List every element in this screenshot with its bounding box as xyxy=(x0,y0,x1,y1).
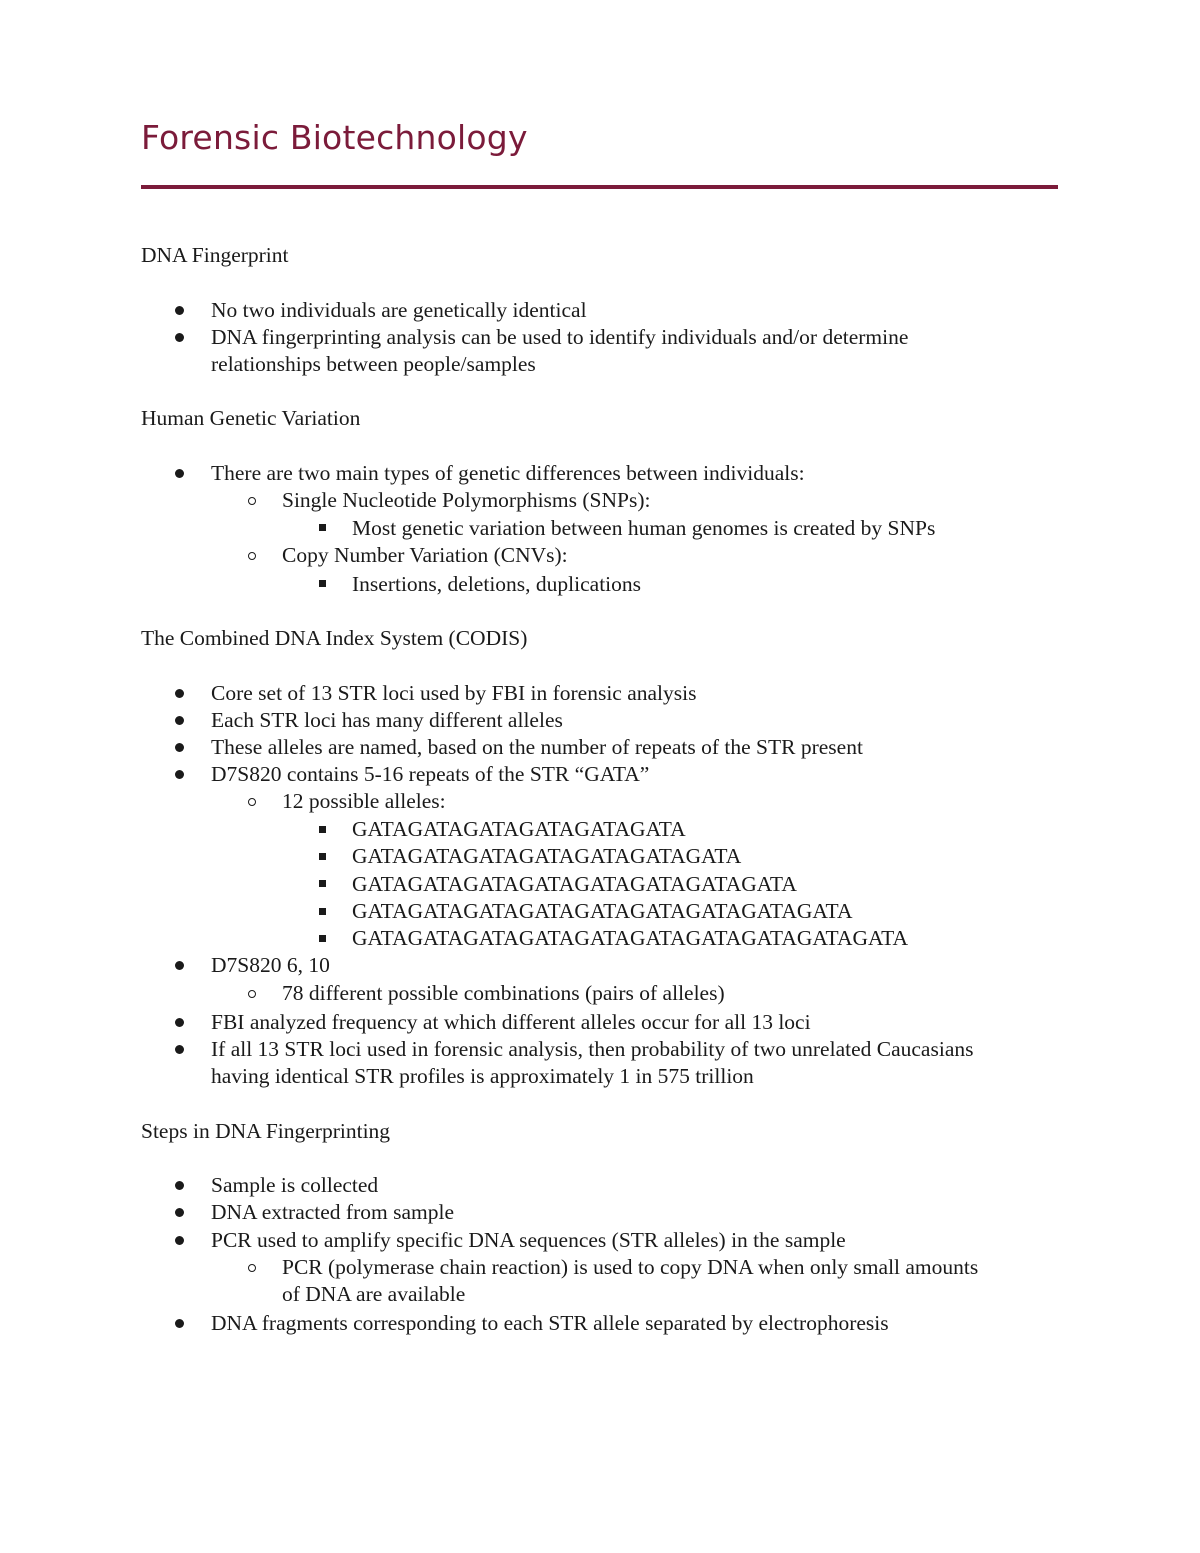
list-item: D7S820 contains 5-16 repeats of the STR “GATA” xyxy=(211,762,650,786)
section-heading: Human Genetic Variation xyxy=(141,406,361,430)
list-item: If all 13 STR loci used in forensic analysis, then probability of two unrelated Caucasians xyxy=(211,1037,974,1061)
bullet-disc-icon xyxy=(175,469,184,478)
bullet-square-icon xyxy=(319,853,326,860)
bullet-circle-icon xyxy=(248,497,256,505)
list-item: Most genetic variation between human genomes is created by SNPs xyxy=(352,516,936,540)
list-item: No two individuals are genetically identical xyxy=(211,298,587,322)
list-item: Copy Number Variation (CNVs): xyxy=(282,543,568,567)
list-item-continuation: of DNA are available xyxy=(282,1282,466,1306)
list-item-continuation: relationships between people/samples xyxy=(211,352,536,376)
bullet-disc-icon xyxy=(175,306,184,315)
list-item: 78 different possible combinations (pairs of alleles) xyxy=(282,981,725,1005)
bullet-disc-icon xyxy=(175,1018,184,1027)
bullet-circle-icon xyxy=(248,990,256,998)
section-heading: Steps in DNA Fingerprinting xyxy=(141,1119,391,1143)
bullet-disc-icon xyxy=(175,770,184,779)
bullet-disc-icon xyxy=(175,1319,184,1328)
list-item: FBI analyzed frequency at which different alleles occur for all 13 loci xyxy=(211,1010,811,1034)
bullet-disc-icon xyxy=(175,333,184,342)
bullet-disc-icon xyxy=(175,1208,184,1217)
allele-sequence: GATAGATAGATAGATAGATAGATAGATA xyxy=(352,844,742,868)
list-item: Each STR loci has many different alleles xyxy=(211,708,563,732)
document-title: Forensic Biotechnology xyxy=(141,118,528,157)
bullet-square-icon xyxy=(319,826,326,833)
bullet-circle-icon xyxy=(248,798,256,806)
allele-sequence: GATAGATAGATAGATAGATAGATAGATAGATAGATA xyxy=(352,899,853,923)
bullet-disc-icon xyxy=(175,716,184,725)
bullet-disc-icon xyxy=(175,1181,184,1190)
list-item-continuation: having identical STR profiles is approximately 1 in 575 trillion xyxy=(211,1064,754,1088)
bullet-square-icon xyxy=(319,880,326,887)
allele-sequence: GATAGATAGATAGATAGATAGATA xyxy=(352,817,686,841)
list-item: DNA extracted from sample xyxy=(211,1200,454,1224)
list-item: Single Nucleotide Polymorphisms (SNPs): xyxy=(282,488,651,512)
bullet-square-icon xyxy=(319,580,326,587)
list-item: Insertions, deletions, duplications xyxy=(352,572,642,596)
list-item: There are two main types of genetic differences between individuals: xyxy=(211,461,805,485)
title-divider xyxy=(141,185,1058,189)
allele-sequence: GATAGATAGATAGATAGATAGATAGATAGATAGATAGATA xyxy=(352,926,909,950)
section-heading: The Combined DNA Index System (CODIS) xyxy=(141,626,528,650)
bullet-disc-icon xyxy=(175,689,184,698)
list-item: 12 possible alleles: xyxy=(282,789,446,813)
list-item: PCR used to amplify specific DNA sequences (STR alleles) in the sample xyxy=(211,1228,846,1252)
bullet-disc-icon xyxy=(175,1236,184,1245)
bullet-disc-icon xyxy=(175,743,184,752)
list-item: D7S820 6, 10 xyxy=(211,953,330,977)
bullet-circle-icon xyxy=(248,552,256,560)
list-item: DNA fingerprinting analysis can be used to identify individuals and/or determine xyxy=(211,325,909,349)
bullet-circle-icon xyxy=(248,1264,256,1272)
bullet-square-icon xyxy=(319,908,326,915)
list-item: Sample is collected xyxy=(211,1173,379,1197)
bullet-disc-icon xyxy=(175,961,184,970)
bullet-square-icon xyxy=(319,524,326,531)
bullet-disc-icon xyxy=(175,1045,184,1054)
section-heading: DNA Fingerprint xyxy=(141,243,289,267)
allele-sequence: GATAGATAGATAGATAGATAGATAGATAGATA xyxy=(352,872,797,896)
list-item: PCR (polymerase chain reaction) is used to copy DNA when only small amounts xyxy=(282,1255,979,1279)
list-item: Core set of 13 STR loci used by FBI in forensic analysis xyxy=(211,681,697,705)
list-item: These alleles are named, based on the number of repeats of the STR present xyxy=(211,735,863,759)
list-item: DNA fragments corresponding to each STR allele separated by electrophoresis xyxy=(211,1311,889,1335)
bullet-square-icon xyxy=(319,935,326,942)
